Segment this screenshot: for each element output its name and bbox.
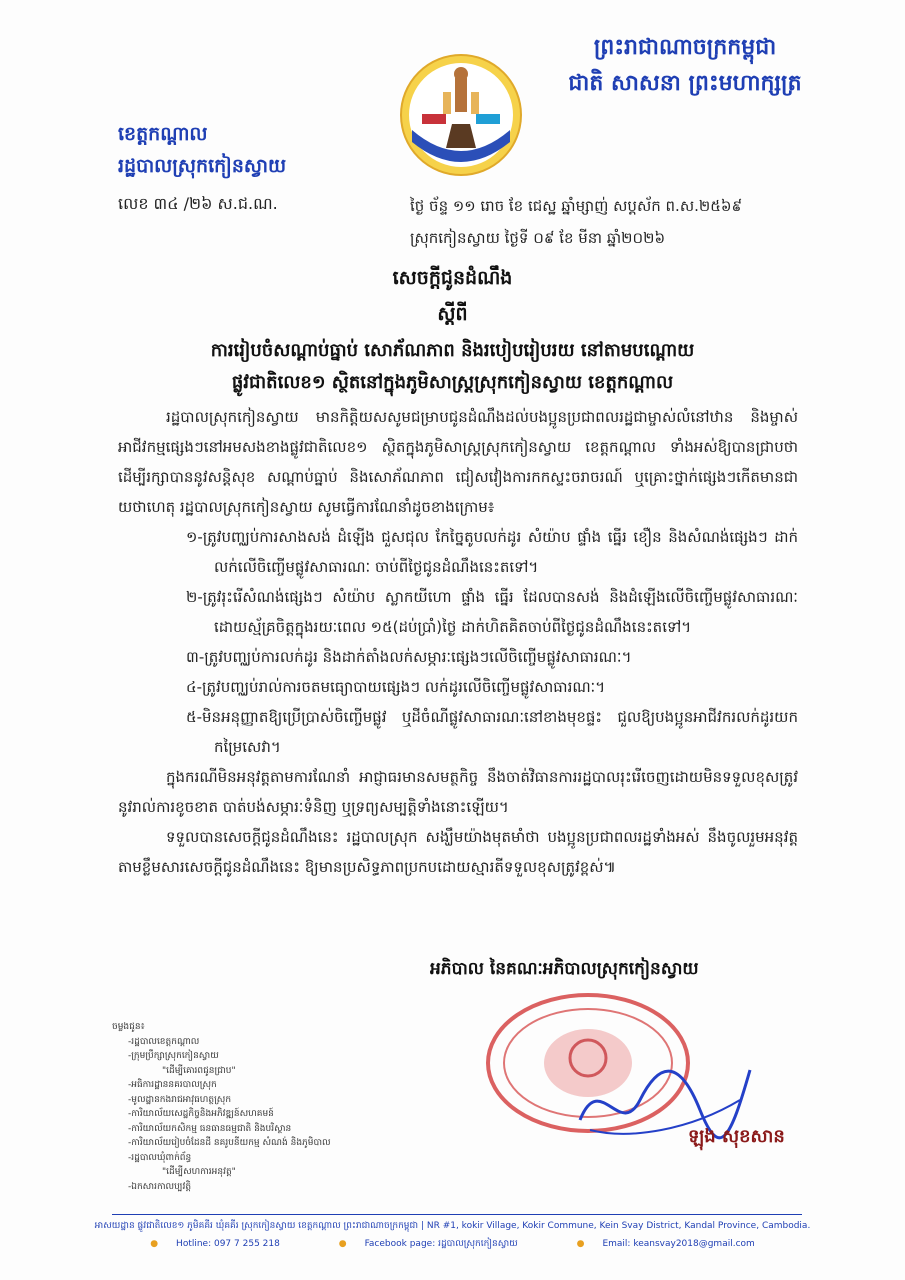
recipient-item: -ឯកសារកាលប្បវត្តិ bbox=[128, 1181, 192, 1192]
document-type: សេចក្ដីជូនដំណឹង bbox=[392, 267, 513, 289]
recipient-item: -រដ្ឋបាលខេត្តកណ្ដាល bbox=[128, 1036, 200, 1047]
subject-line-2: ផ្លូវជាតិលេខ១ ស្ថិតនៅក្នុងភូមិសាស្ត្រស្រុកកៀនស្វាយ ខេត្តកណ្ដាល bbox=[231, 372, 674, 393]
district-admin-name: រដ្ឋបាលស្រុកកៀនស្វាយ bbox=[118, 155, 287, 177]
province-name: ខេត្តកណ្ដាល bbox=[118, 123, 208, 145]
recipient-item: -មូលដ្ឋានកងរាជអាវុធហត្ថស្រុក bbox=[128, 1094, 232, 1105]
copy-recipients bbox=[112, 1020, 331, 1194]
directive-item-2: ២-ត្រូវរុះរើសំណង់ផ្សេងៗ សំយ៉ាប ស្លាកយីហោ ផ្ទាំង ធ្នើរ ដែលបានសង់ និងដំឡើងលើចិញ្ចើមផ្លូវសាធារណៈ ដោយស្ម័គ្រចិត្តក្នុងរយៈពេល ១៥(ដប់ប្រាំ)ថ្ងៃ ដាក់ហិតគិតចាប់ពីថ្ងៃជូនដំណឹងនេះតទៅ។ bbox=[186, 588, 798, 636]
hotline-contact: ● Hotline: 097 7 255 218 bbox=[150, 1239, 280, 1249]
directive-item-1: ១-ត្រូវបញ្ឈប់ការសាងសង់ ដំឡើង ជួសជុល កែច្នៃតូបលក់ដូរ សំយ៉ាប ផ្ទាំង ធ្នើរ ខឿន និងសំណង់ផ្សេងៗ ដាក់លក់លើចិញ្ចើមផ្លូវសាធារណៈ ចាប់ពីថ្ងៃជូនដំណឹងនេះតទៅ។ bbox=[186, 528, 798, 576]
footer-divider bbox=[112, 1214, 802, 1215]
solar-date: ស្រុកកៀនស្វាយ ថ្ងៃទី ០៩ ខែ មីនា ឆ្នាំ២០២៦ bbox=[410, 229, 666, 247]
directive-item-4: ៤-ត្រូវបញ្ឈប់រាល់ការចតមធ្យោបាយផ្សេងៗ លក់ដូរលើចិញ្ចើមផ្លូវសាធារណៈ។ bbox=[186, 678, 606, 696]
intro-paragraph: រដ្ឋបាលស្រុកកៀនស្វាយ មានកិត្តិយសសូមជម្រាបជូនដំណឹងដល់បងប្អូនប្រជាពលរដ្ឋជាម្ចាស់លំនៅឋាន និងម្ចាស់អាជីវកម្មផ្សេងៗនៅអមសងខាងផ្លូវជាតិលេខ១ ស្ថិតក្នុងភូមិសាស្ត្រស្រុកកៀនស្វាយ ខេត្តកណ្ដាល ទាំងអស់ឱ្យបានជ្រាបថា ដើម្បីរក្សាបាននូវសន្តិសុខ សណ្ដាប់ធ្នាប់ និងសោភ័ណភាព ជៀសវៀងការកកស្ទះចរាចរណ៍ ឬគ្រោះថ្នាក់ផ្សេងៗកើតមានជាយថាហេតុ រដ្ឋបាលស្រុកកៀនស្វាយ សូមធ្វើការណែនាំដូចខាងក្រោម៖ bbox=[118, 408, 798, 516]
kingdom-title: ព្រះរាជាណាចក្រកម្ពុជា bbox=[593, 35, 777, 60]
date-block bbox=[410, 190, 742, 254]
footer-contacts bbox=[0, 1238, 905, 1251]
recipient-item: -អធិការដ្ឋាននគរបាលស្រុក bbox=[128, 1080, 217, 1090]
bullet-icon: ● bbox=[150, 1239, 159, 1249]
recipient-item: -រដ្ឋបាលឃុំពាក់ព័ន្ធ bbox=[128, 1152, 192, 1163]
document-body bbox=[118, 402, 798, 882]
reference-number: លេខ ៣៤ /២៦ ស.ជ.ណ. bbox=[118, 194, 278, 213]
ministry-emblem-icon bbox=[398, 52, 524, 178]
recipient-item: -ការិយាល័យសេដ្ឋកិច្ចនិងអភិវឌ្ឍន៍សហគមន៍ bbox=[128, 1109, 274, 1119]
lunar-date: ថ្ងៃ ច័ន្ទ ១១ រោច ខែ ជេស្ឋ ឆ្នាំម្សាញ់ សប្តស័ក ព.ស.២៥៦៩ bbox=[410, 197, 743, 215]
subject-line-1: ការរៀបចំសណ្ដាប់ធ្នាប់ សោភ័ណភាព និងរបៀបរៀបរយ នៅតាមបណ្ដោយ bbox=[210, 340, 695, 361]
bullet-icon: ● bbox=[576, 1239, 585, 1249]
directive-item-3: ៣-ត្រូវបញ្ឈប់ការលក់ដូរ និងដាក់តាំងលក់សម្ភារៈផ្សេងៗលើចិញ្ចើមផ្លូវសាធារណៈ។ bbox=[186, 648, 632, 666]
recipient-item: -ក្រុមប្រឹក្សាស្រុកកៀនស្វាយ bbox=[128, 1051, 219, 1061]
signatory-name: ឡុង សុខសាន bbox=[688, 1126, 785, 1147]
recipients-label: ចម្លងជូន៖ bbox=[112, 1022, 145, 1032]
issuing-authority bbox=[118, 118, 286, 220]
email-contact: ● Email: keansvay2018@gmail.com bbox=[576, 1239, 755, 1249]
recipient-item: -ការិយាល័យកសិកម្ម ធនធានធម្មជាតិ និងបរិស្ថាន bbox=[128, 1123, 292, 1134]
national-motto: ជាតិ សាសនា ព្រះមហាក្សត្រ bbox=[568, 71, 802, 96]
recipient-item: -ការិយាល័យរៀបចំដែនដី នគរូបនីយកម្ម សំណង់ និងភូមិបាល bbox=[128, 1138, 331, 1148]
kingdom-header bbox=[555, 30, 815, 102]
footer-address: អាសយដ្ឋាន ផ្លូវជាតិលេខ១ ភូមិគគីរ ឃុំគគីរ ស្រុកកៀនស្វាយ ខេត្តកណ្តាល ព្រះរាជាណាចក្រកម្ពុជា | NR #1, kokir Village, Kokir Commune, Kein Svay District, Kandal Province, Cambodia. bbox=[94, 1221, 811, 1231]
signatory-title: អភិបាល នៃគណៈអភិបាលស្រុកកៀនស្វាយ bbox=[430, 959, 699, 979]
bullet-icon: ● bbox=[338, 1239, 347, 1249]
consequence-paragraph: ក្នុងករណីមិនអនុវត្តតាមការណែនាំ អាជ្ញាធរមានសមត្ថកិច្ច នឹងចាត់វិធានការរដ្ឋបាលរុះរើចេញដោយមិនទទួលខុសត្រូវនូវរាល់ការខូចខាត បាត់បង់សម្ភារៈទំនិញ ឬទ្រព្យសម្បត្តិទាំងនោះឡើយ។ bbox=[118, 768, 798, 816]
directive-item-5: ៥-មិនអនុញ្ញាតឱ្យប្រើប្រាស់ចិញ្ចើមផ្លូវ ឬដីចំណីផ្លូវសាធារណៈនៅខាងមុខផ្ទះ ជួលឱ្យបងប្អូនអាជីវករលក់ដូរយកកម្រៃសេវា។ bbox=[186, 708, 798, 756]
recipient-note: "ដើម្បីសហការអនុវត្ត" bbox=[162, 1167, 236, 1177]
facebook-contact: ● Facebook page: រដ្ឋបាលស្រុកកៀនស្វាយ bbox=[338, 1239, 518, 1249]
closing-paragraph: ទទួលបានសេចក្ដីជូនដំណឹងនេះ រដ្ឋបាលស្រុក សង្ឃឹមយ៉ាងមុតមាំថា បងប្អូនប្រជាពលរដ្ឋទាំងអស់ នឹងចូលរួមអនុវត្តតាមខ្លឹមសារសេចក្ដីជូនដំណឹងនេះ ឱ្យមានប្រសិទ្ធភាពប្រកបដោយស្មារតីទទួលខុសត្រូវខ្ពស់៕ bbox=[118, 828, 798, 876]
subject-label: ស្ដីពី bbox=[437, 303, 468, 325]
recipient-note: "ដើម្បីគោរពជូនជ្រាប" bbox=[162, 1065, 236, 1076]
